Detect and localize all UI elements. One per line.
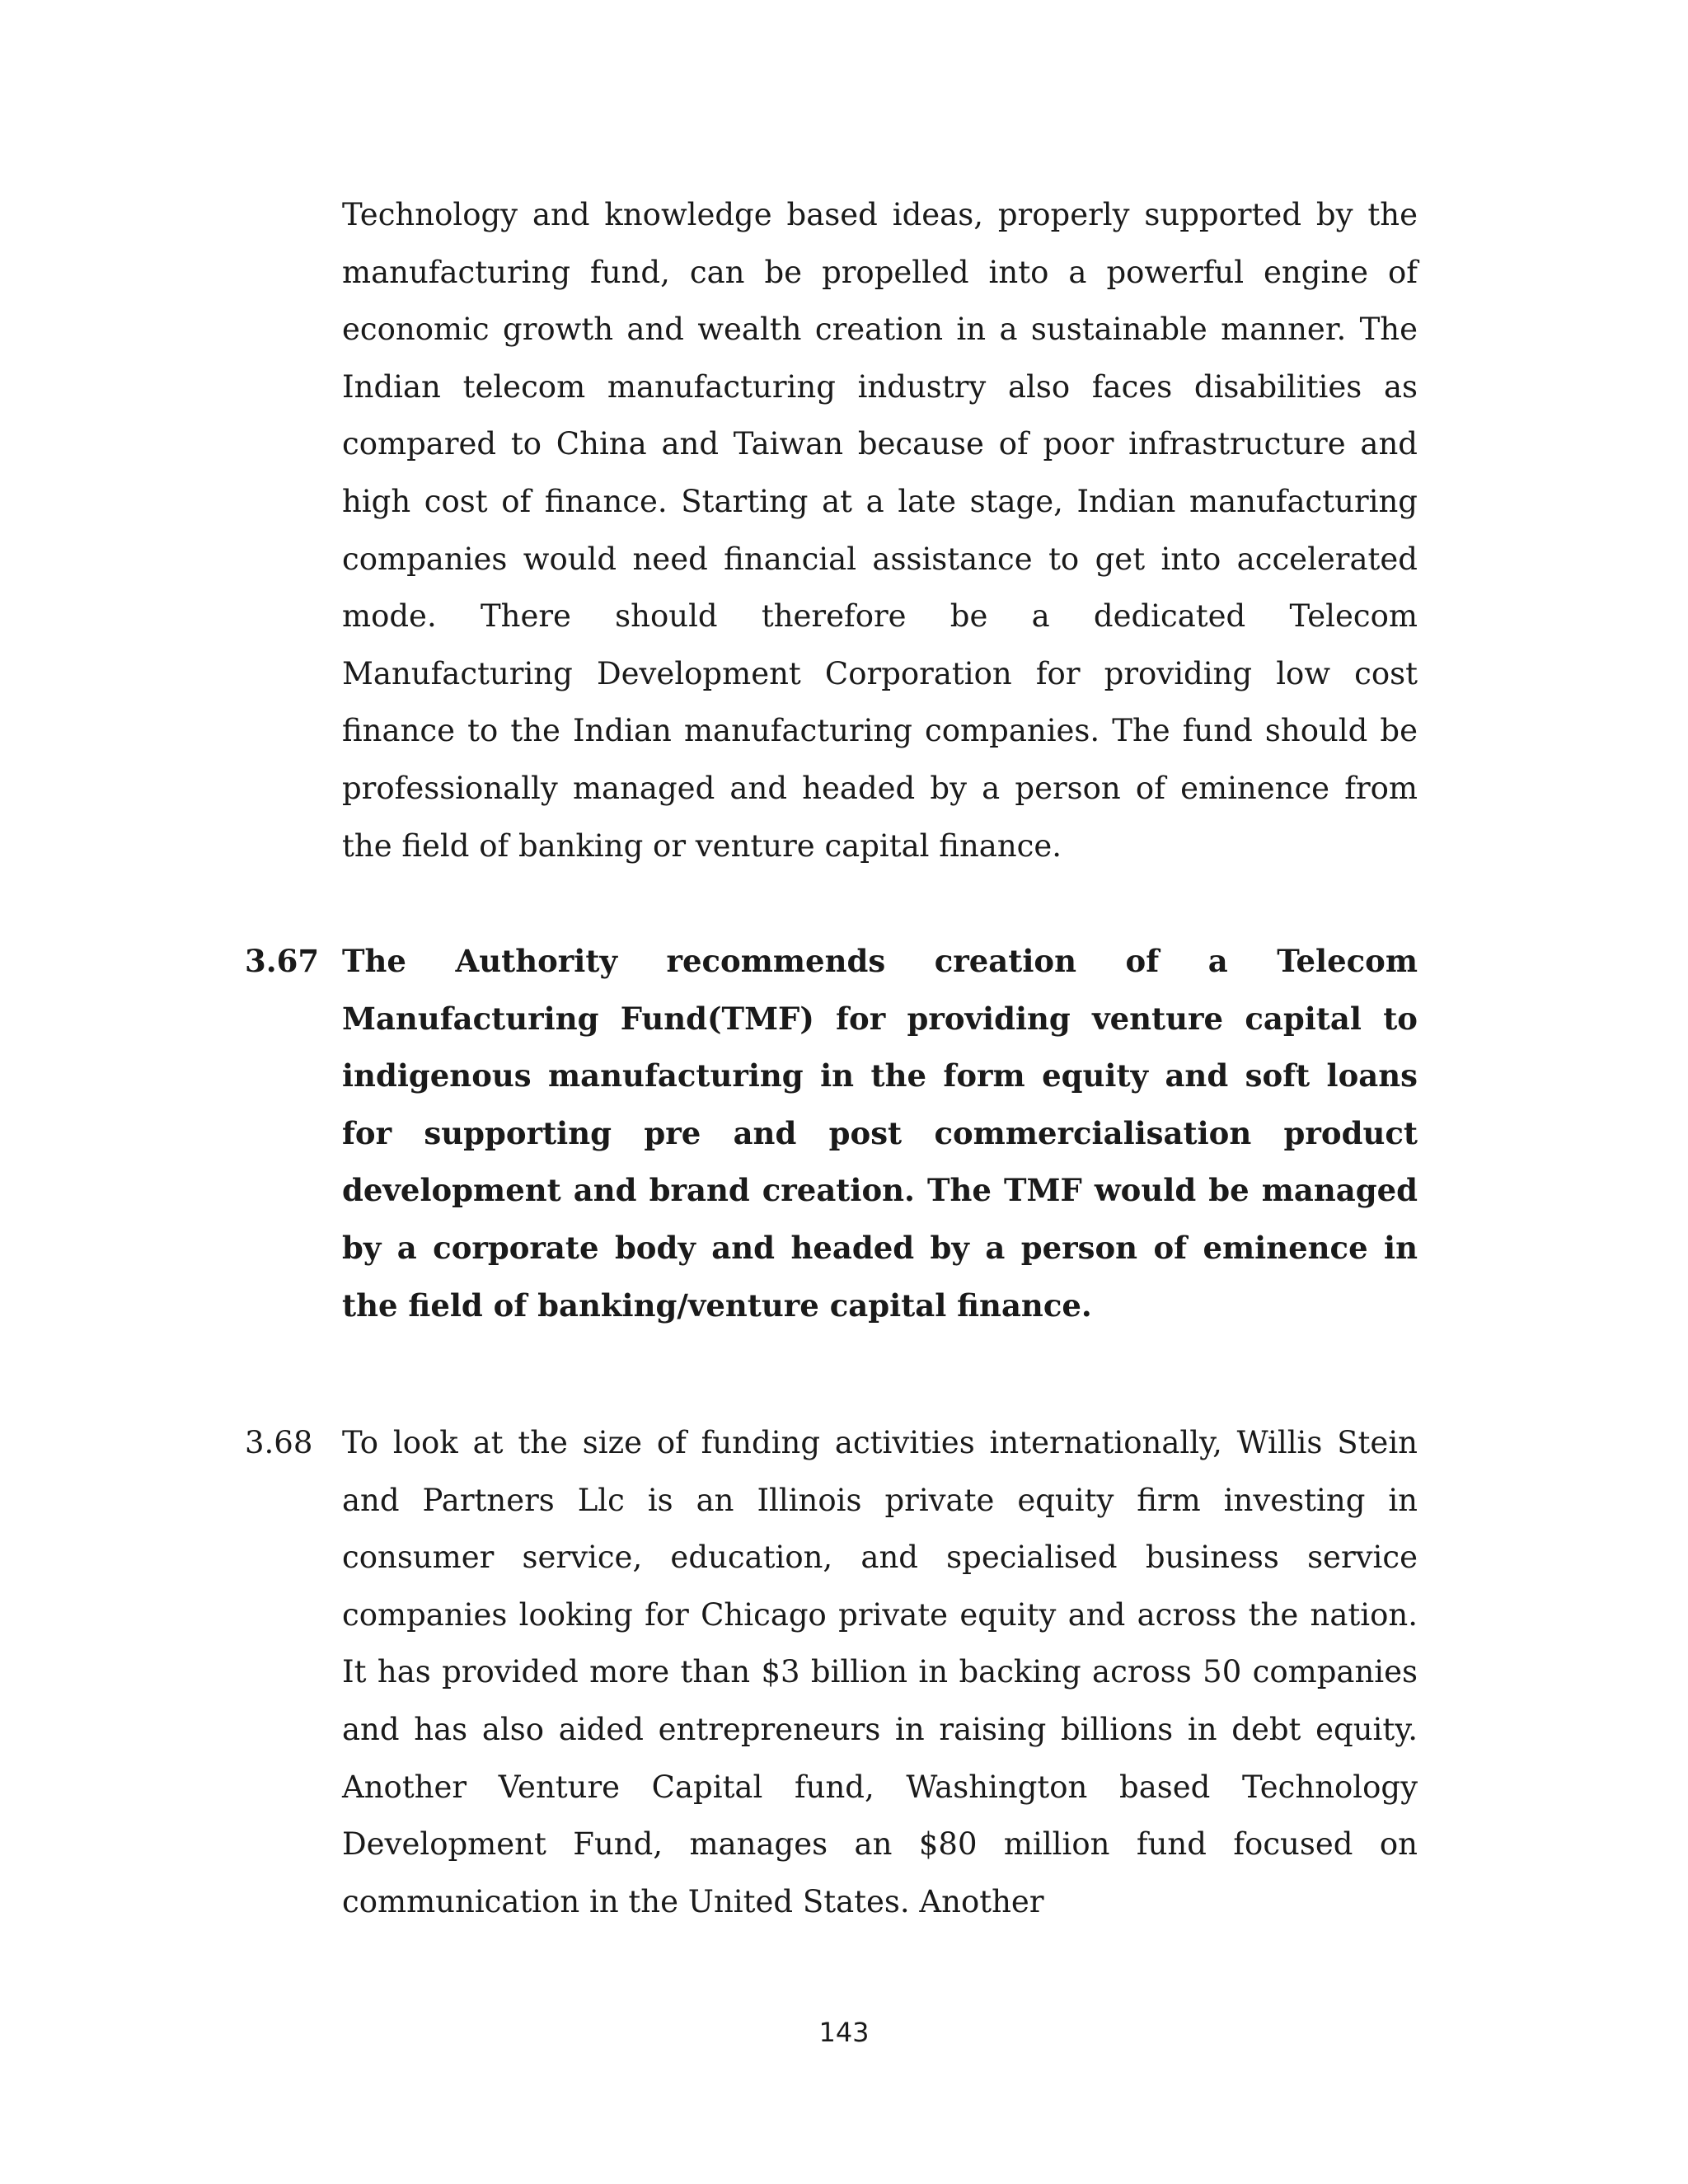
- section-number-3-67: 3.67: [245, 943, 320, 979]
- section-number-3-68: 3.68: [245, 1425, 313, 1460]
- recommendation-paragraph-tmf: The Authority recommends creation of a Telecom Manufacturing Fund(TMF) for providing venture capital to indigenous manufacturing in the form equity and soft loans for supporting pre and post commercialisation product development and brand creation. The TMF would be managed by a corporate body and headed by a person of eminence in the field of banking/venture capital finance.: [342, 943, 1418, 1324]
- paragraph-manufacturing-fund: Technology and knowledge based ideas, properly supported by the manufacturing fund, can be propelled into a powerful engine of economic growth and wealth creation in a sustainable manner. The Indian telecom manufacturing industry also faces disabilities as compared to China and Taiwan because of poor infrastructure and high cost of finance. Starting at a late stage, Indian manufacturing companies would need financial assistance to get into accelerated mode. There should therefore be a dedicated Telecom Manufacturing Development Corporation for providing low cost finance to the Indian manufacturing companies. The fund should be professionally managed and headed by a person of eminence from the field of banking or venture capital finance.: [342, 197, 1418, 864]
- paragraph-international-funding: To look at the size of funding activities internationally, Willis Stein and Partners Llc is an Illinois private equity firm investing in consumer service, education, and specialised business service companies looking for Chicago private equity and across the nation. It has provided more than $3 billion in backing across 50 companies and has also aided entrepreneurs in raising billions in debt equity. Another Venture Capital fund, Washington based Technology Development Fund, manages an $80 million fund focused on communication in the United States. Another: [342, 1425, 1418, 1919]
- page-number: 143: [818, 2017, 870, 2048]
